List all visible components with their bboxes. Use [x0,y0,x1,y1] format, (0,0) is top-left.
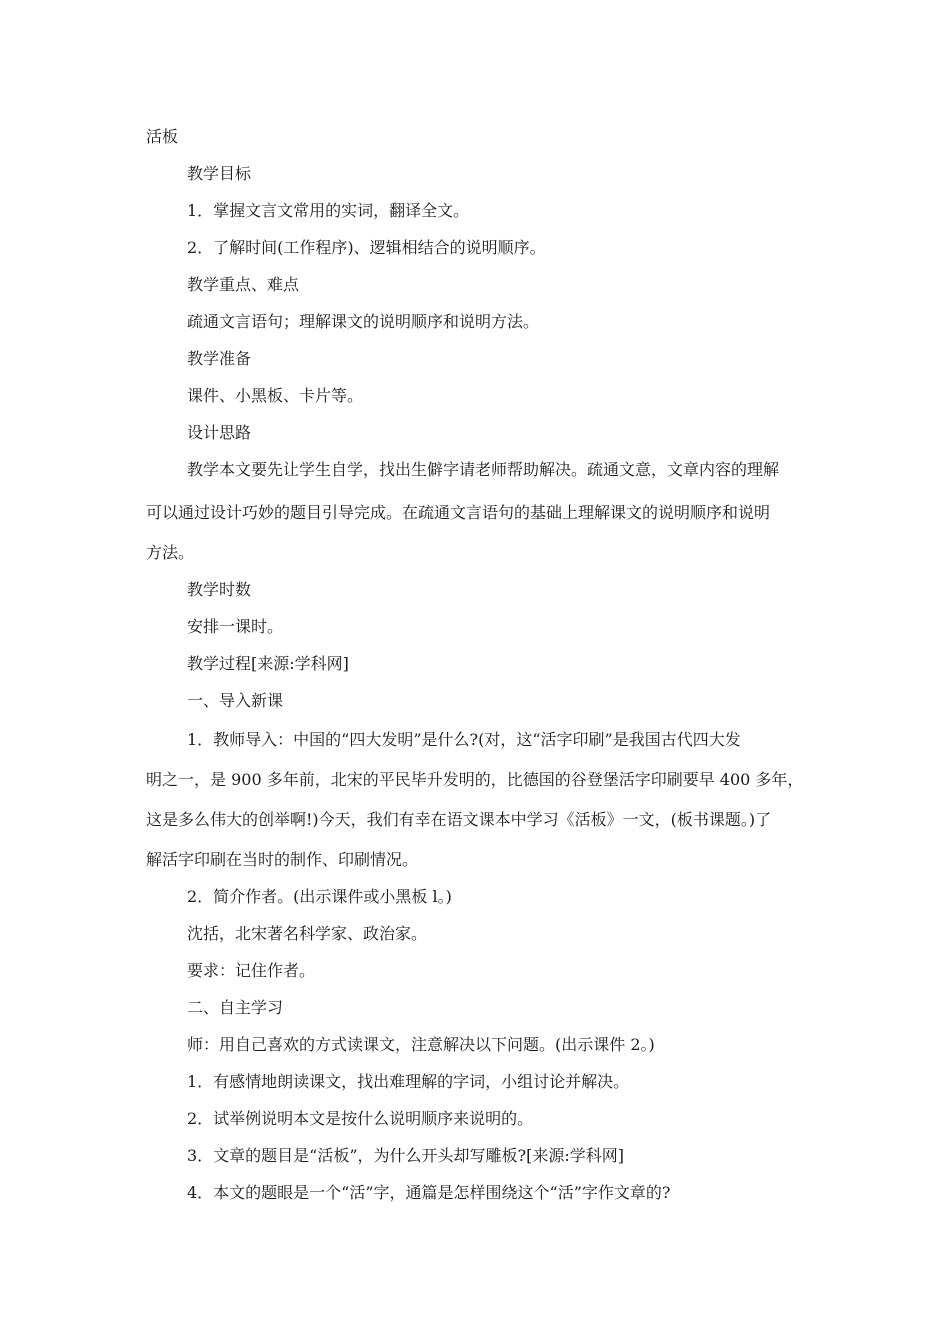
section-heading: 一、导入新课 [187,691,284,710]
intro-paragraph-line: 1．教师导入：中国的“四大发明”是什么?(对，这“活字印刷”是我国古代四大发 [187,730,741,749]
heading-preparation: 教学准备 [187,349,252,368]
question-item: 4．本文的题眼是一个“活”字，通篇是怎样围绕这个“活”字作文章的? [187,1183,671,1202]
design-paragraph-line: 教学本文要先让学生自学，找出生僻字请老师帮助解决。疏通文意，文章内容的理解 [187,460,780,479]
keypoints-text: 疏通文言语句；理解课文的说明顺序和说明方法。 [187,312,540,331]
intro-paragraph-line: 解活字印刷在当时的制作、印刷情况。 [146,850,419,869]
author-heading: 2．简介作者。(出示课件或小黑板 l。) [187,887,452,906]
design-paragraph-line: 可以通过设计巧妙的题目引导完成。在疏通文言语句的基础上理解课文的说明顺序和说明 [146,503,771,522]
document-title: 活板 [146,127,179,146]
heading-hours: 教学时数 [187,580,252,599]
self-study-intro: 师：用自己喜欢的方式读课文，注意解决以下问题。(出示课件 2。) [187,1035,655,1054]
objective-item: 1．掌握文言文常用的实词，翻译全文。 [187,201,470,220]
design-paragraph-line: 方法。 [146,543,195,562]
heading-keypoints: 教学重点、难点 [187,275,300,294]
heading-process: 教学过程[来源:学科网] [187,654,349,673]
intro-paragraph-line: 这是多么伟大的创举啊!)今天，我们有幸在语文课本中学习《活板》一文，(板书课题。)了 [146,810,772,829]
question-item: 2．试举例说明本文是按什么说明顺序来说明的。 [187,1109,534,1128]
heading-objectives: 教学目标 [187,164,252,183]
question-item: 1．有感情地朗读课文，找出难理解的字词，小组讨论并解决。 [187,1072,630,1091]
author-requirement: 要求：记住作者。 [187,961,316,980]
heading-design: 设计思路 [187,423,252,442]
section-heading: 二、自主学习 [187,998,284,1017]
objective-item: 2．了解时间(工作程序)、逻辑相结合的说明顺序。 [187,238,546,257]
author-text: 沈括，北宋著名科学家、政治家。 [187,924,428,943]
intro-paragraph-line: 明之一，是 900 多年前，北宋的平民毕升发明的，比德国的谷登堡活字印刷要早 400 多年， [146,770,804,789]
preparation-text: 课件、小黑板、卡片等。 [187,386,364,405]
question-item: 3．文章的题目是“活板”，为什么开头却写雕板?[来源:学科网] [187,1146,624,1165]
hours-text: 安排一课时。 [187,617,284,636]
